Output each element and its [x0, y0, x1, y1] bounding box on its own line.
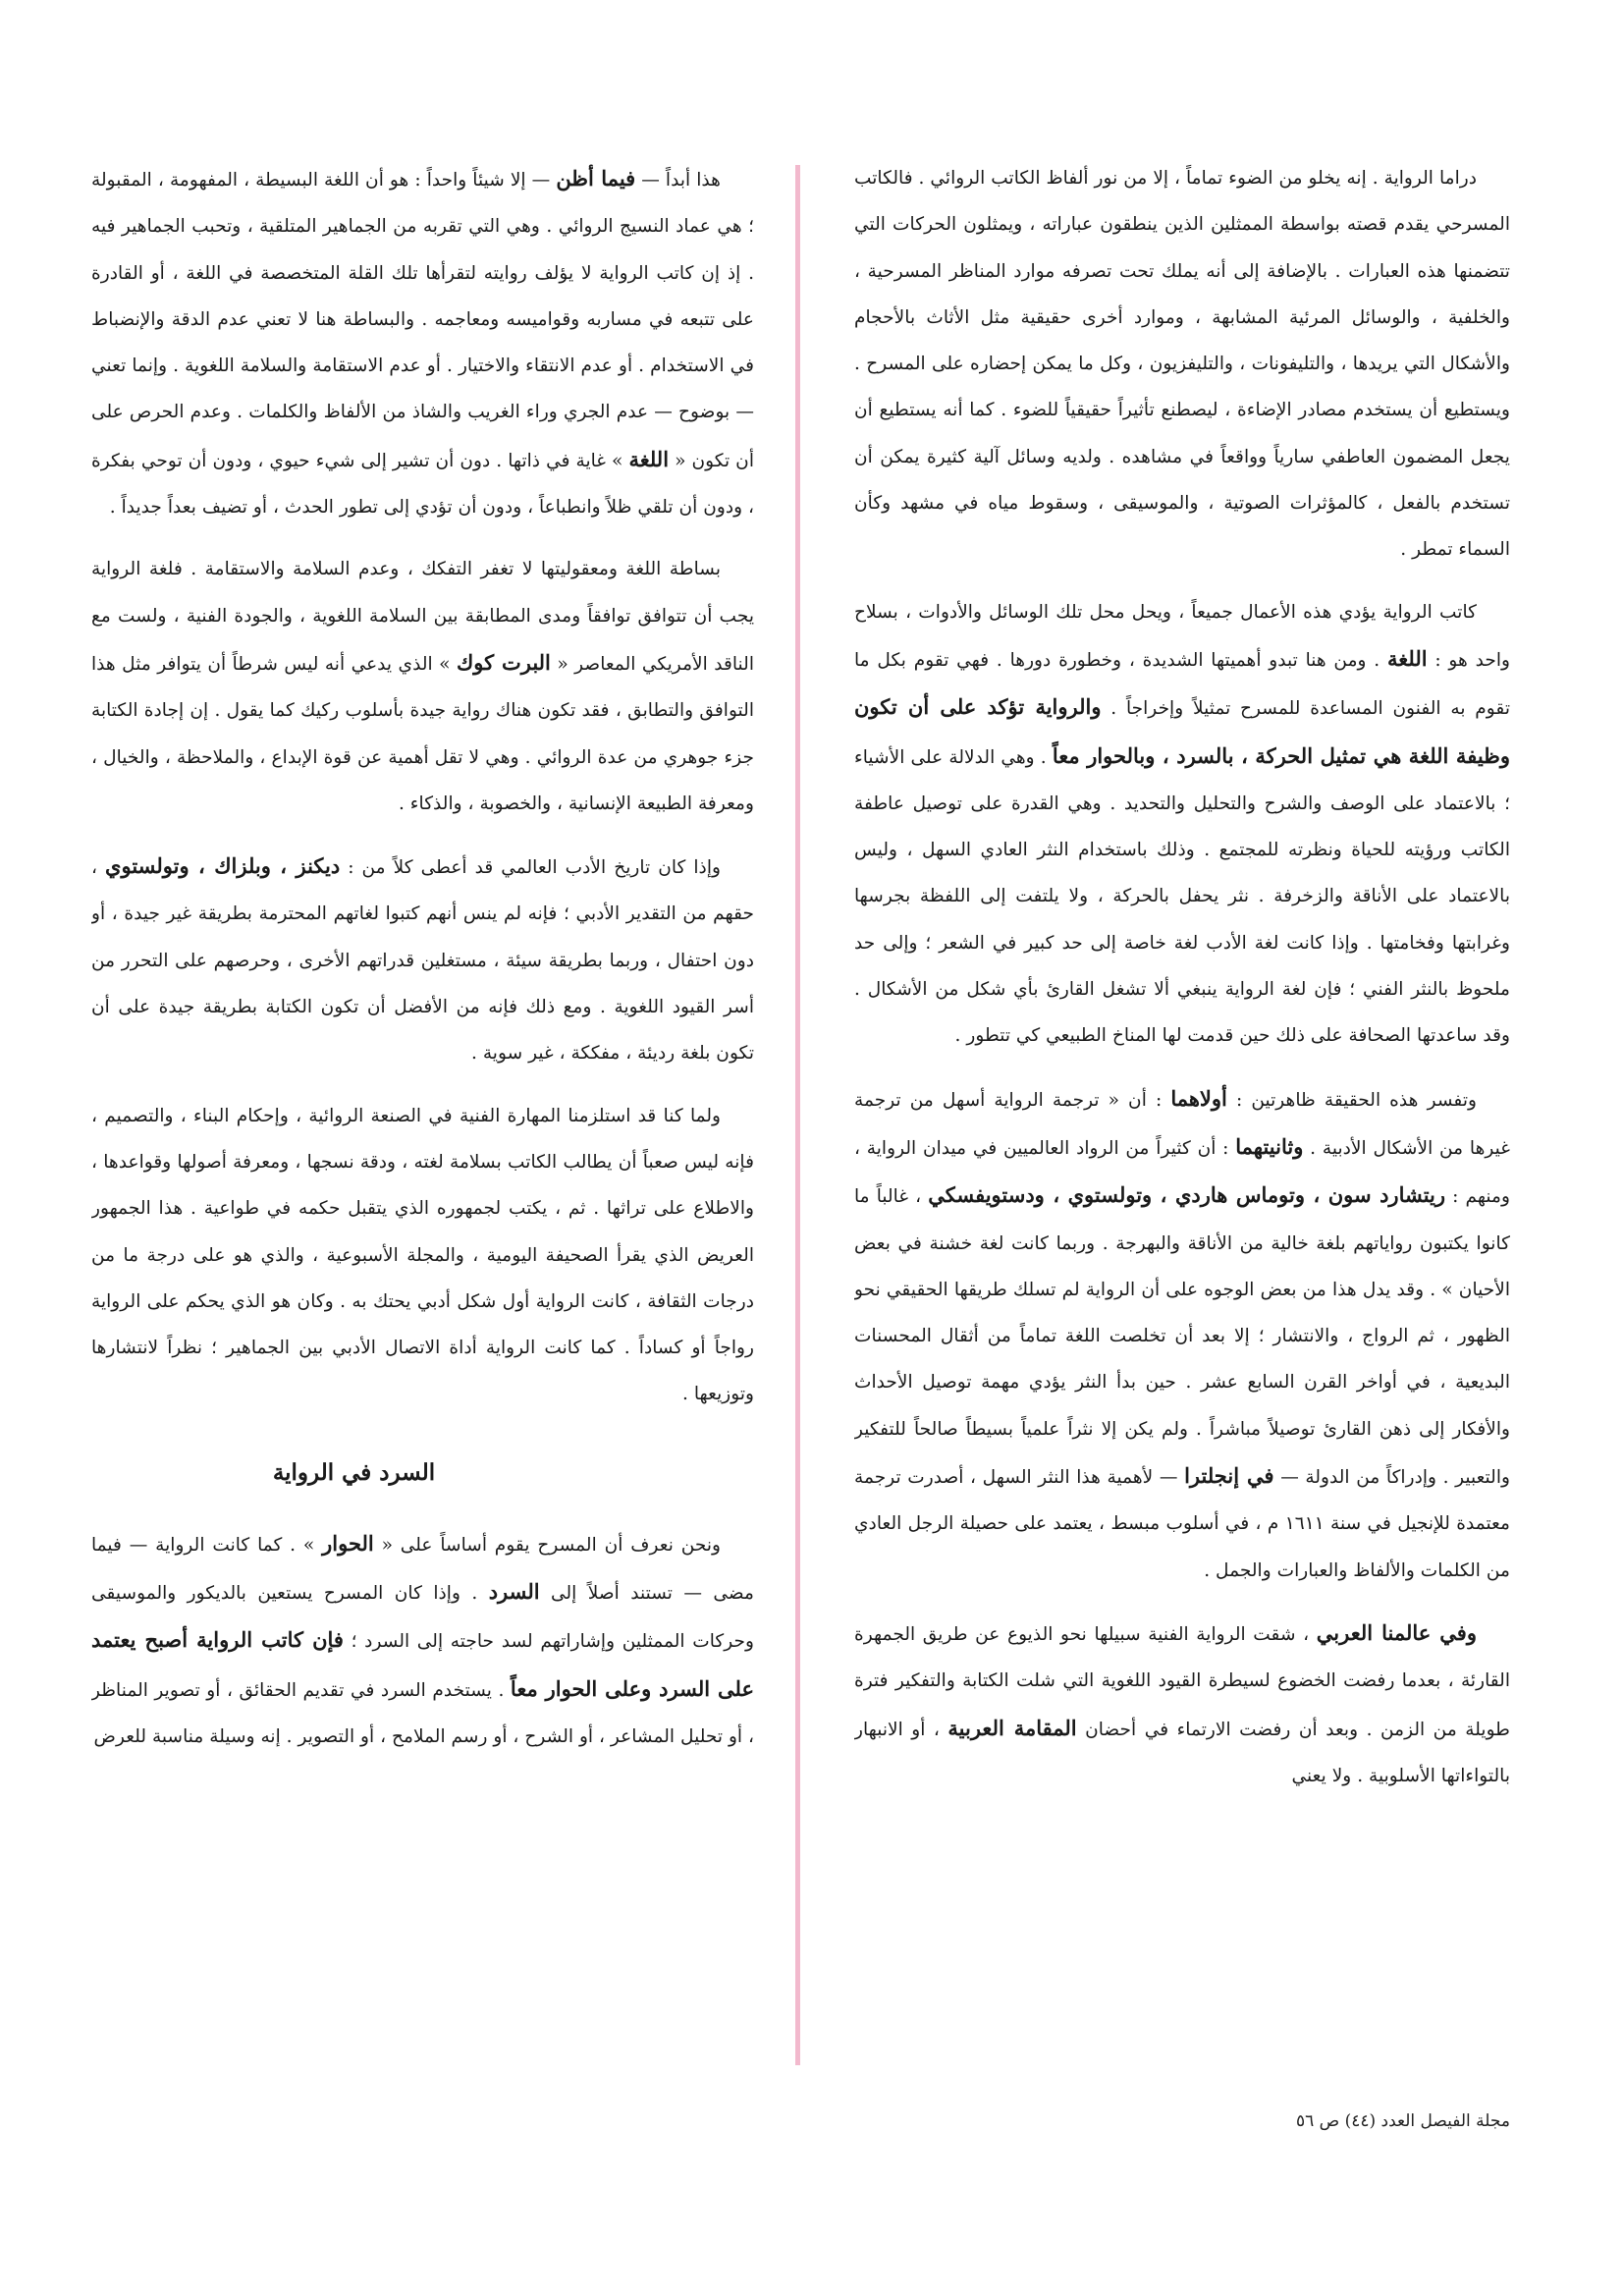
- term-maqama: المقامة العربية: [947, 1715, 1077, 1740]
- term-arab-world: وفي عالمنا العربي: [1316, 1619, 1477, 1645]
- key-statement-novelist: فإن كاتب الرواية أصبح يعتمد على السرد وعلى الحوار معاً: [91, 1627, 754, 1701]
- right-paragraph-2: كاتب الرواية يؤدي هذه الأعمال جميعاً ، ويحل محل تلك الوسائل والأدوات ، بسلاح واحد هو : اللغة . ومن هنا تبدو أهميتها الشديدة ، وخطورة دورها . فهي تقوم بكل ما تقوم به الفنون المساعدة للمسرح تمثيلاً وإخراجاً . والرواية تؤكد على أن تكون وظيفة اللغة هي تمثيل الحركة ، بالسرد ، وبالحوار معاً . وهي الدلالة على الأشياء ؛ بالاعتماد على الوصف والشرح والتحليل والتحديد . وهي القدرة على توصيل عاطفة الكاتب ورؤيته للحياة ونظرته للمجتمع . وذلك باستخدام النثر العادي السهل ، وليس بالاعتماد على الأناقة والزخرفة . نثر يحفل بالحركة ، ولا يلتفت إلى اللفظة بجرسها وغرابتها وفخامتها . وإذا كانت لغة الأدب لغة خاصة إلى حد كبير في الشعر ؛ وإلى حد ملحوظ بالنثر الفني ؛ فإن لغة الرواية ينبغي ألا تشغل القارئ بأي شكل من الأشكال . وقد ساعدتها الصحافة على ذلك حين قدمت لها المناخ الطبيعي كي تتطور .: [854, 601, 1510, 1047]
- left-paragraph-4: ولما كنا قد استلزمنا المهارة الفنية في الصنعة الروائية ، وإحكام البناء ، والتصميم ، فإنه ليس صعباً أن يطالب الكاتب بسلامة لغته ، ودقة نسجها ، ومعرفة أصولها وقواعدها ، والاطلاع على تراثها . ثم ، يكتب لجمهوره الذي يتقبل حكمه في طواعية . هذا الجمهور العريض الذي يقرأ الصحيفة اليومية ، والمجلة الأسبوعية ، والذي هو على درجة ما من درجات الثقافة ، كانت الرواية أول شكل أدبي يحتك به . وكان هو الذي يحكم على الرواية رواجاً أو كساداً . كما كانت الرواية أداة الاتصال الأدبي بين الجماهير ؛ نظراً لانتشارها وتوزيعها .: [91, 1105, 754, 1405]
- left-paragraph-5: ونحن نعرف أن المسرح يقوم أساساً على « الحوار » . كما كانت الرواية — فيما مضى — تستند أصلاً إلى السرد . وإذا كان المسرح يستعين بالديكور والموسيقى وحركات الممثلين وإشاراتهم لسد حاجته إلى السرد ؛ فإن كاتب الرواية أصبح يعتمد على السرد وعلى الحوار معاً . يستخدم السرد في تقديم الحقائق ، أو تصوير المناظر ، أو تحليل المشاعر ، أو الشرح ، أو رسم الملامح ، أو التصوير . إنه وسيلة مناسبة للعرض: [91, 1530, 754, 1747]
- left-column: [91, 155, 754, 2060]
- page-footer: مجلة الفيصل العدد (٤٤) ص ٥٦: [1295, 2111, 1510, 2131]
- term-first: أولاهما: [1170, 1085, 1227, 1111]
- right-paragraph-1: دراما الرواية . إنه يخلو من الضوء تماماً ، إلا من نور ألفاظ الكاتب الروائي . فالكاتب المسرحي يقدم قصته بواسطة الممثلين الذين ينطقون عباراته ، ويمثلون الحركات التي تتضمنها هذه العبارات . بالإضافة إلى أنه يملك تحت تصرفه موارد المناظر المسرحية ، والخلفية ، والوسائل المرئية المشابهة ، وموارد أخرى حقيقية مثل الأثاث بالأحجام والأشكال التي يريدها ، والتليفونات ، والتليفزيون ، وكل ما يمكن إحضاره على المسرح . ويستطيع أن يستخدم مصادر الإضاءة ، ليصطنع تأثيراً حقيقياً للضوء . كما أنه يستطيع أن يجعل المضمون العاطفي سارياً وواقعاً في مشاهده . ولديه وسائل آلية كثيرة يمكن أن تستخدم بالفعل ، كالمؤثرات الصوتية ، والموسيقى ، وسقوط مياه في مشهد وكأن السماء تمطر .: [854, 168, 1510, 561]
- term-dialogue: الحوار: [322, 1530, 374, 1556]
- novelist-names: ريتشارد سون ، وتوماس هاردي ، وتولستوي ، ودستويفسكي: [928, 1182, 1446, 1208]
- section-heading: السرد في الرواية: [272, 1458, 436, 1486]
- term-second: وثانيتهما: [1235, 1133, 1304, 1159]
- term-narration: السرد: [488, 1579, 540, 1605]
- left-paragraph-3: وإذا كان تاريخ الأدب العالمي قد أعطى كلاً من : ديكنز ، وبلزاك ، وتولستوي ، حقهم من التقدير الأدبي ؛ فإنه لم ينس أنهم كتبوا لغاتهم المحترمة بطريقة غير جيدة ، أو دون احتفال ، وربما بطريقة سيئة ، مستغلين قدراتهم الأخرى ، وحرصهم على التحرر من أسر القيود اللغوية . ومع ذلك فإنه من الأفضل أن تكون الكتابة بطريقة جيدة على أن تكون بلغة رديئة ، مفككة ، غير سوية .: [91, 853, 754, 1065]
- left-paragraph-2: بساطة اللغة ومعقوليتها لا تغفر التفكك ، وعدم السلامة والاستقامة . فلغة الرواية يجب أن تتوافق توافقاً ومدى المطابقة بين السلامة اللغوية ، والجودة الفنية ، ولست مع الناقد الأمريكي المعاصر « البرت كوك » الذي يدعي أنه ليس شرطاً أن يتوافر مثل هذا التوافق والتطابق ، فقد تكون هناك رواية جيدة بأسلوب ركيك كما يقول . إن إجادة الكتابة جزء جوهري من عدة الروائي . وهي لا تقل أهمية عن قوة الإبداع ، والملاحظة ، والخيال ، ومعرفة الطبيعة الإنسانية ، والخصوبة ، والذكاء .: [91, 559, 754, 814]
- term-language: اللغة: [1386, 645, 1428, 671]
- left-paragraph-1: هذا أبداً — فيما أظن — إلا شيئاً واحداً : هو أن اللغة البسيطة ، المفهومة ، المقبولة ؛ هي عماد النسيج الروائي . وهي التي تقربه من الجماهير المتلقية ، وتحبب الجماهير فيه . إذ إن كاتب الرواية لا يؤلف روايته لتقرأها تلك القلة المتخصصة في اللغة ، أو القادرة على تتبعه في مساربه وقواميسه ومعاجمه . والبساطة هنا لا تعني عدم الدقة والإنضباط في الاستخدام . أو عدم الانتقاء والاختيار . أو عدم الاستقامة والسلامة اللغوية . وإنما تعني — بوضوح — عدم الجري وراء الغريب والشاذ من الألفاظ والكلمات . وعدم الحرص على أن تكون « اللغة » غاية في ذاتها . دون أن تشير إلى شيء حيوي ، ودون أن توحي بفكرة ، ودون أن تلقي ظلاً وانطباعاً ، ودون أن تؤدي إلى تطور الحدث ، أو تضيف بعداً جديداً .: [91, 166, 754, 519]
- critic-name: البرت كوك: [456, 649, 551, 675]
- term-language-quoted: اللغة: [628, 446, 670, 471]
- classic-authors: ديكنز ، وبلزاك ، وتولستوي: [105, 853, 341, 879]
- column-divider: [795, 165, 800, 2065]
- right-paragraph-3: وتفسر هذه الحقيقة ظاهرتين : أولاهما : أن « ترجمة الرواية أسهل من ترجمة غيرها من الأشكال الأدبية . وثانيتهما : أن كثيراً من الرواد العالميين في ميدان الرواية ، ومنهم : ريتشارد سون ، وتوماس هاردي ، وتولستوي ، ودستويفسكي ، غالباً ما كانوا يكتبون رواياتهم بلغة خالية من الأناقة والبهرجة . وربما كانت لغة خشنة في بعض الأحيان » . وقد يدل هذا من بعض الوجوه على أن الرواية لم تسلك طريقها الحقيقي نحو الظهور ، ثم الرواج ، والانتشار ؛ إلا بعد أن تخلصت اللغة تماماً من أثقال المحسنات البديعية ، في أواخر القرن السابع عشر . حين بدأ النثر يؤدي مهمة توصيل الأحداث والأفكار إلى ذهن القارئ توصيلاً مباشراً . ولم يكن إلا نثراً علمياً بسيطاً صالحاً للتفكير والتعبير . وإدراكاً من الدولة — في إنجلترا — لأهمية هذا النثر السهل ، أصدرت ترجمة معتمدة للإنجيل في سنة ١٦١١ م ، في أسلوب مبسط ، يعتمد على حصيلة الرجل العادي من الكلمات والألفاظ والعبارات والجمل .: [854, 1085, 1510, 1581]
- right-column: [854, 155, 1510, 2092]
- right-paragraph-4: وفي عالمنا العربي ، شقت الرواية الفنية سبيلها نحو الذيوع عن طريق الجمهرة القارئة ، بعدما رفضت الخضوع لسيطرة القيود اللغوية التي شلت الكتابة والتفكير فترة طويلة من الزمن . وبعد أن رفضت الارتماء في أحضان المقامة العربية ، أو الانبهار بالتواءاتها الأسلوبية . ولا يعني: [854, 1619, 1510, 1786]
- key-statement-narration-dialogue: والرواية تؤكد على أن تكون وظيفة اللغة هي تمثيل الحركة ، بالسرد ، وبالحوار معاً: [854, 694, 1510, 768]
- term-england: في إنجلترا: [1184, 1463, 1274, 1489]
- term-i-think: فيما أظن: [556, 166, 636, 191]
